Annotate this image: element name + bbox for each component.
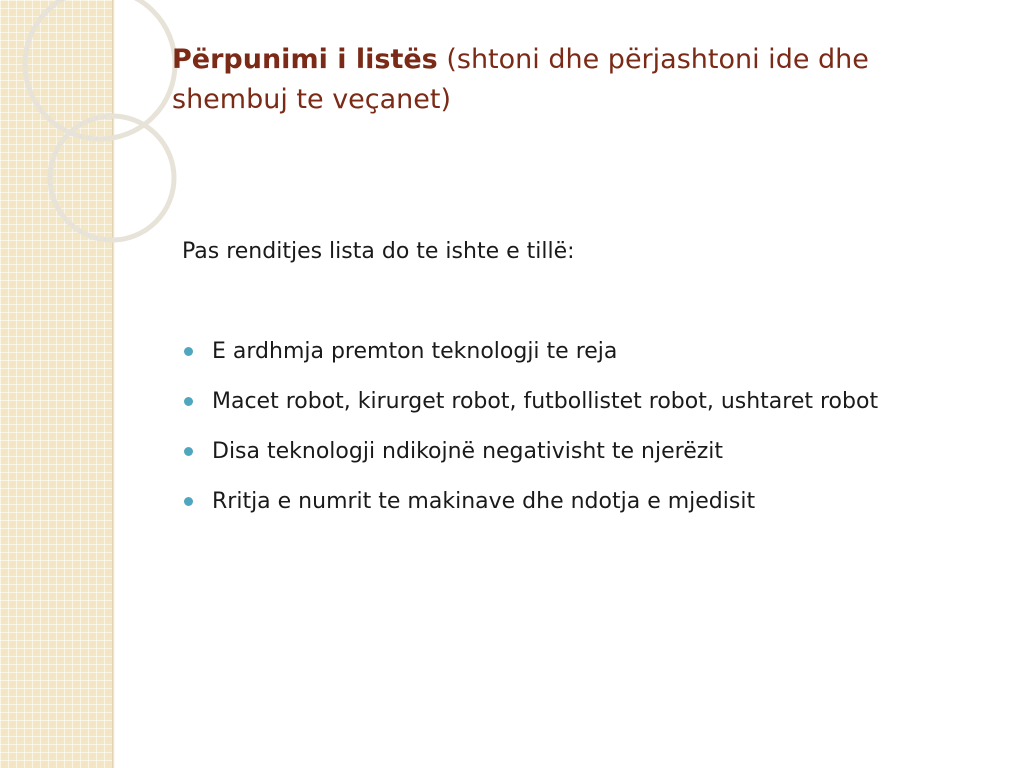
title-rest: (shtoni dhe përjashtoni ide dhe shembuj te veçanet)	[172, 44, 869, 115]
title-bold: Përpunimi i listës	[172, 44, 438, 75]
ring-bottom	[50, 116, 174, 240]
bullet-text: E ardhmja premton teknologji te reja	[212, 339, 618, 364]
list-item	[182, 332, 992, 372]
list-item	[182, 382, 992, 422]
list-item	[182, 432, 992, 472]
bullet-text: Disa teknologji ndikojnë negativisht te njerëzit	[212, 439, 724, 464]
bullet-text: Rritja e numrit te makinave dhe ndotja e mjedisit	[212, 489, 756, 514]
slide-title	[172, 40, 972, 120]
decorative-rings	[0, 0, 200, 260]
bullet-dot-icon	[184, 497, 193, 506]
bullet-dot-icon	[184, 347, 193, 356]
bullet-text: Macet robot, kirurget robot, futbollistet robot, ushtaret robot	[212, 389, 879, 414]
bullet-dot-icon	[184, 447, 193, 456]
bullet-list	[182, 332, 992, 532]
intro-text: Pas renditjes lista do te ishte e tillë:	[182, 239, 575, 264]
list-item	[182, 482, 992, 522]
bullet-dot-icon	[184, 397, 193, 406]
